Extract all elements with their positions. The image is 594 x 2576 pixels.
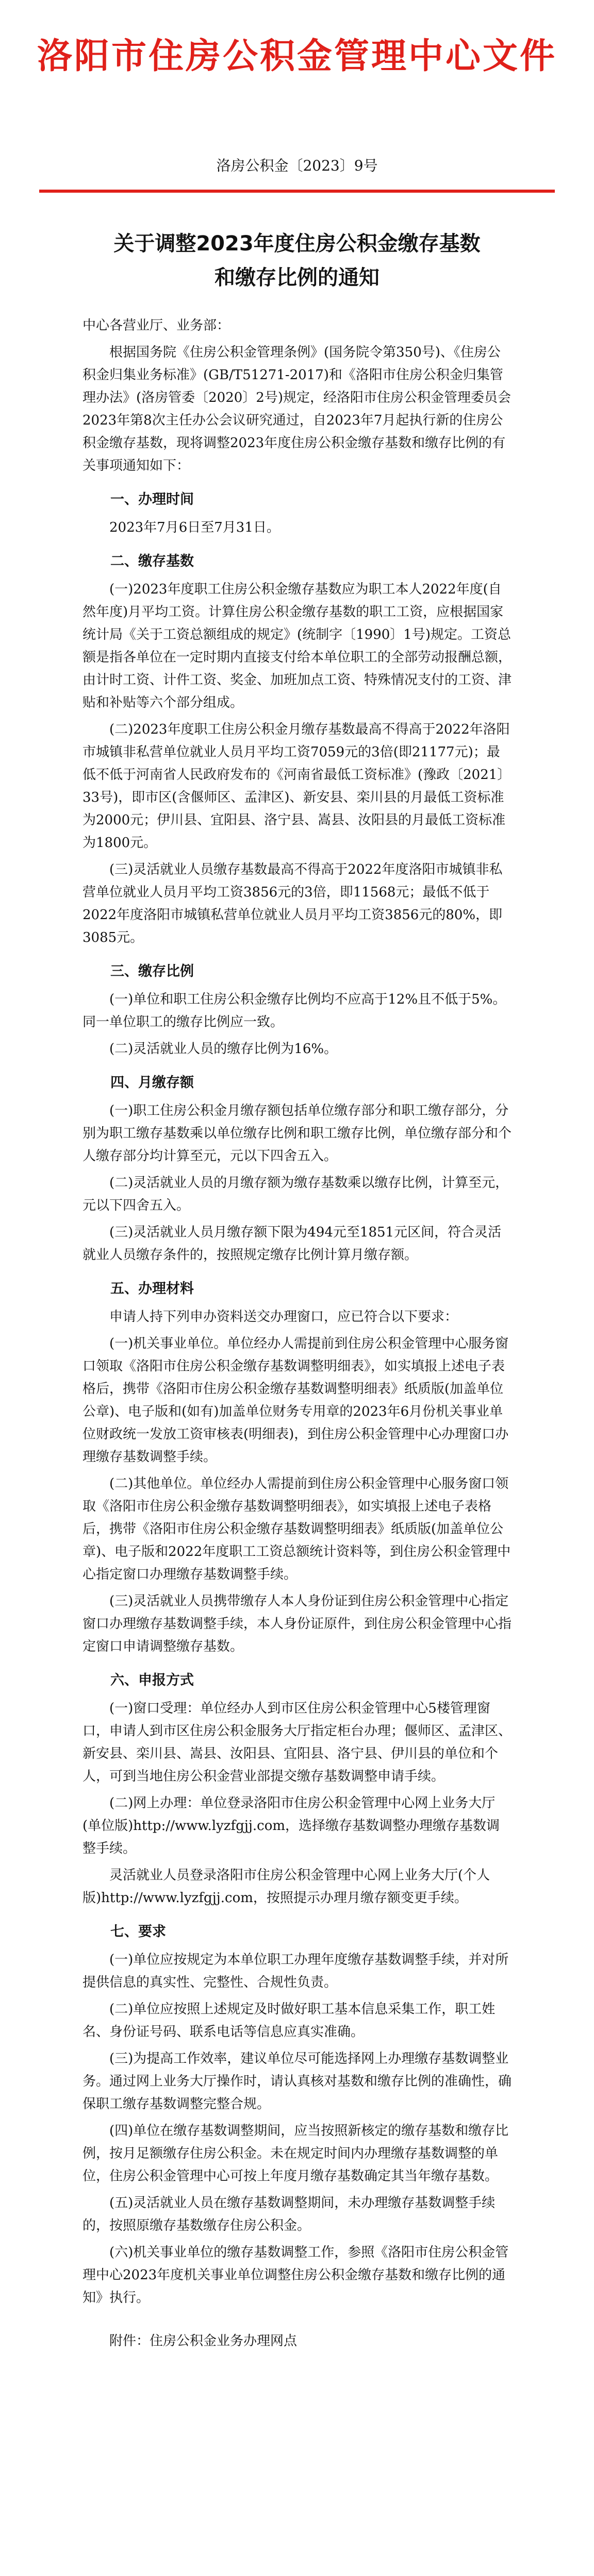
red-divider <box>39 190 555 193</box>
notice-title <box>0 227 594 295</box>
section-heading-materials: 五、办理材料 <box>110 1281 194 1297</box>
paragraph: (六)机关事业单位的缴存基数调整工作，参照《洛阳市住房公积金管理中心2023年度机关事业单位调整住房公积金缴存基数和缴存比例的通知》执行。 <box>82 2245 509 2306</box>
paragraph: (一)机关事业单位。单位经办人需提前到住房公积金管理中心服务窗口领取《洛阳市住房公积金缴存基数调整明细表》，如实填报上述电子表格后，携带《洛阳市住房公积金缴存基数调整明细表》纸质版(加盖单位公章)、电子版和(如有)加盖单位财务专用章的2023年6月份机关事业单位财政统一发放工资审核表(明细表)，到住房公积金管理中心办理窗口办理缴存基数调整手续。 <box>82 1336 509 1465</box>
paragraph: 2023年7月6日至7月31日。 <box>109 520 280 535</box>
section-heading-requirements: 七、要求 <box>110 1924 166 1940</box>
section-heading-monthly: 四、月缴存额 <box>110 1075 194 1091</box>
paragraph: (三)灵活就业人员携带缴存人本人身份证到住房公积金管理中心指定窗口办理缴存基数调整手续，本人身份证原件，到住房公积金管理中心指定窗口申请调整缴存基数。 <box>82 1594 512 1654</box>
paragraph: (二)其他单位。单位经办人需提前到住房公积金管理中心服务窗口领取《洛阳市住房公积金缴存基数调整明细表》，如实填报上述电子表格后，携带《洛阳市住房公积金缴存基数调整明细表》纸质版(加盖单位公章)、电子版和2022年度职工工资总额统计资料等，到住房公积金管理中心指定窗口办理缴存基数调整手续。 <box>82 1476 511 1582</box>
notice-title-line1: 关于调整2023年度住房公积金缴存基数 <box>113 232 481 256</box>
document-number: 洛房公积金〔2023〕9号 <box>216 157 378 174</box>
paragraph: (一)单位应按规定为本单位职工办理年度缴存基数调整手续，并对所提供信息的真实性、完整性、合规性负责。 <box>82 1952 509 1990</box>
paragraph: (三)灵活就业人员月缴存额下限为494元至1851元区间，符合灵活就业人员缴存条件的，按照规定缴存比例计算月缴存额。 <box>82 1225 502 1263</box>
paragraph: (二)灵活就业人员的缴存比例为16%。 <box>109 1041 338 1057</box>
paragraph: (二)单位应按照上述规定及时做好职工基本信息采集工作，职工姓名、身份证号码、联系电话等信息应真实准确。 <box>82 2002 496 2040</box>
section-heading-ratio: 三、缴存比例 <box>110 963 194 979</box>
section-heading-method: 六、申报方式 <box>110 1672 194 1688</box>
notice-title-line2: 和缴存比例的通知 <box>214 266 380 290</box>
paragraph: (一)职工住房公积金月缴存额包括单位缴存部分和职工缴存部分，分别为职工缴存基数乘以单位缴存比例和职工缴存比例，单位缴存部分和个人缴存部分均计算至元，元以下四舍五入。 <box>82 1103 512 1164</box>
paragraph: (三)灵活就业人员缴存基数最高不得高于2022年度洛阳市城镇非私营单位就业人员月平均工资3856元的3倍，即11568元；最低不低于2022年度洛阳市城镇私营单位就业人员月平均工资3856元的80%，即3085元。 <box>82 862 503 945</box>
paragraph: (一)窗口受理：单位经办人到市区住房公积金管理中心5楼管理窗口，申请人到市区住房公积金服务大厅指定柜台办理；偃师区、孟津区、新安县、栾川县、嵩县、汝阳县、宜阳县、洛宁县、伊川县的单位和个人，可到当地住房公积金营业部提交缴存基数调整申请手续。 <box>82 1701 512 1784</box>
section-heading-base: 二、缴存基数 <box>110 553 194 569</box>
paragraph: (一)2023年度职工住房公积金缴存基数应为职工本人2022年度(自然年度)月平均工资。计算住房公积金缴存基数的职工工资，应根据国家统计局《关于工资总额组成的规定》(统制字〔1990〕1号)规定。工资总额是指各单位在一定时期内直接支付给本单位职工的全部劳动报酬总额，由计时工资、计件工资、奖金、加班加点工资、特殊情况支付的工资、津贴和补贴等六个部分组成。 <box>82 582 512 710</box>
paragraph: (一)单位和职工住房公积金缴存比例均不应高于12%且不低于5%。同一单位职工的缴存比例应一致。 <box>82 992 506 1030</box>
paragraph: (三)为提高工作效率，建议单位尽可能选择网上办理缴存基数调整业务。通过网上业务大厅操作时，请认真核对基数和缴存比例的准确性，确保职工缴存基数调整完整合规。 <box>82 2051 512 2112</box>
paragraph: (五)灵活就业人员在缴存基数调整期间，未办理缴存基数调整手续的，按照原缴存基数缴存住房公积金。 <box>82 2195 496 2233</box>
paragraph: (四)单位在缴存基数调整期间，应当按照新核定的缴存基数和缴存比例，按月足额缴存住房公积金。未在规定时间内办理缴存基数调整的单位，住房公积金管理中心可按上年度月缴存基数确定其当年缴存基数。 <box>82 2123 509 2184</box>
paragraph: 灵活就业人员登录洛阳市住房公积金管理中心网上业务大厅(个人版)http://www.lyzfgjj.com，按照提示办理月缴存额变更手续。 <box>82 1868 490 1906</box>
paragraph: (二)网上办理：单位登录洛阳市住房公积金管理中心网上业务大厅(单位版)http://www.lyzfgjj.com，选择缴存基数调整办理缴存基数调整手续。 <box>82 1795 500 1856</box>
salutation: 中心各营业厅、业务部： <box>82 318 230 333</box>
notice-body <box>82 314 512 2357</box>
intro-paragraph: 根据国务院《住房公积金管理条例》(国务院令第350号)、《住房公积金归集业务标准》(GB/T51271-2017)和《洛阳市住房公积金归集管理办法》(洛房管委〔2020〕2号)规定，经洛阳市住房公积金管理委员会2023年第8次主任办公会议研究通过，自2023年7月起执行新的住房公积金缴存基数，现将调整2023年度住房公积金缴存基数和缴存比例的有关事项通知如下： <box>82 345 511 473</box>
attachment-note: 附件：住房公积金业务办理网点 <box>109 2333 298 2349</box>
paragraph: 申请人持下列申办资料送交办理窗口，应已符合以下要求： <box>109 1309 458 1325</box>
section-heading-time: 一、办理时间 <box>110 492 194 507</box>
document-red-title: 洛阳市住房公积金管理中心文件 <box>37 36 557 77</box>
paragraph: (二)灵活就业人员的月缴存额为缴存基数乘以缴存比例，计算至元，元以下四舍五入。 <box>82 1175 509 1213</box>
paragraph: (二)2023年度职工住房公积金月缴存基数最高不得高于2022年洛阳市城镇非私营单位就业人员月平均工资7059元的3倍(即21177元)；最低不低于河南省人民政府发布的《河南省最低工资标准》(豫政〔2021〕33号)，即市区(含偃师区、孟津区)、新安县、栾川县的月最低工资标准为2000元；伊川县、宜阳县、洛宁县、嵩县、汝阳县的月最低工资标准为1800元。 <box>82 722 511 851</box>
